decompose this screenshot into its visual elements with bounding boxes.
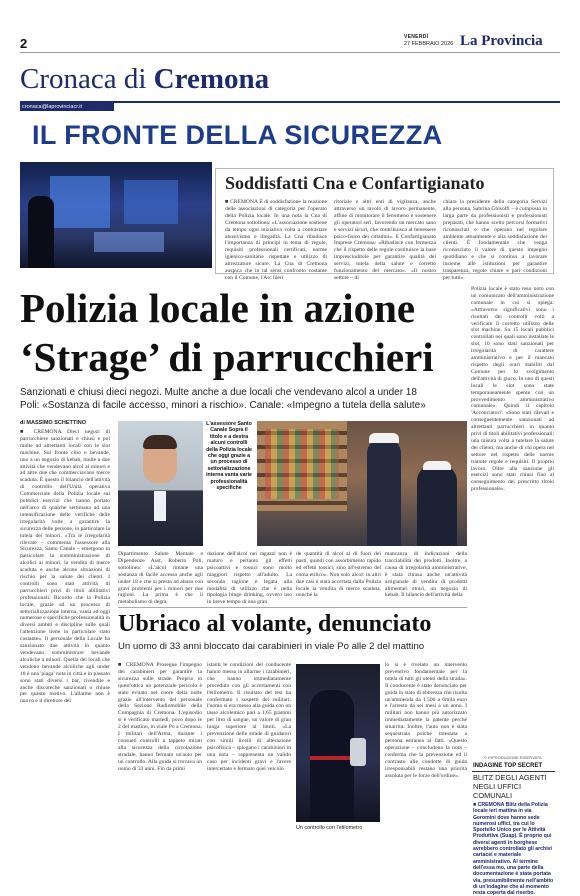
officer-silhouette [28, 196, 54, 268]
portrait-shirt [154, 491, 166, 521]
box1-title: Soddisfatti Cna e Confartigianato [225, 173, 485, 193]
main-col-3: Dipartimento Salute Mentale e Dipendenze Asst, Roberto Poli, sottolinea: «L'alcol rimane una sostanza di facile accesso anche agli under 18 e che si presta ad abuso con gravi problemi per i minori per due ragioni. La prima è che il metabolismo di degra [118, 551, 203, 606]
story2-col-2: istanti le condizioni del conducente hanno messo in allarme i carabinieri, che hanno immediatamente proceduto con gli accertamenti con l'etilometro. Il risultato del test ha confermato i sospetti dei militari: l'uomo si era messo alla guida con un tasso alcolemico pari a 1,65 grammi per litro di sangue, un valore di gran lunga superiore ai limiti. «La prevenzione delle strade di guidatori con simili livelli di alterazione psicofisica – spiegano i carabinieri in una nota – rappresenta un valido caso per incidenti gravi e l'avere intercettato e fermato quel veicolo [207, 662, 291, 772]
story2-rule [118, 607, 467, 608]
officer-1-cap [369, 433, 399, 443]
shop-inspection-photo [257, 421, 467, 546]
top-photo [20, 162, 212, 268]
main-col-5: de quantità di alcol al di fuori dei pasti, quindi con assorbimento rapido ed effetti tossici, sino all'estremo del coma etilico». Non solo alcol: in altri due casi è stata accertata dalla Polizia locale la vendita di merce scaduta, nonché la [296, 551, 381, 599]
breathalyzer-device [350, 738, 366, 766]
slot-machine-light [50, 176, 110, 228]
main-copyright: © RIPRODUZIONE RISERVATA [484, 755, 542, 760]
header-rule [20, 52, 560, 53]
section-city: Cremona [153, 63, 270, 95]
officer-2 [417, 465, 457, 546]
story2-col-1: ■ CREMONA Prosegue l'impegno dei carabinieri per garantire la sicurezza sulle strade. Proprio in quest'ottica un potenziale pericolo è stato evitato nel cuore della notte grazie all'intervento del personale della Sezione Radiomobile della Compagnia di Cremona. L'episodio si è verificato martedì, poco dopo le 2 del mattino, in viale Po a Cremona. I militari dell'Arma, durante i consueti controlli a tappeto mirati alla sicurezza della circolazione stradale, hanno fermato un'auto per un controllo. Alla guida si trovava un uomo di 33 anni. Fin da primi [118, 662, 202, 772]
newspaper-logo: La Provincia [460, 33, 543, 49]
section-prefix: Cronaca di [20, 63, 147, 95]
photo-caption: L'assessore Santo Canale Sopra il titolo e a destra alcuni controlli della Polizia locale che oggi grazie a un processo di settorializzazione interna vanta varie professionalità specifiche [206, 421, 252, 492]
photo-caption-box [205, 421, 253, 547]
sidebar-label: INDAGINE TOP SECRET [473, 763, 543, 769]
sidebar-body: ■ CREMONA Blitz della Polizia locale ieri mattina in via Geromini dove hanno sede numerosi uffici, tra cui lo Sportello Unico per le Attività Produttive (Suap). È proprio qui diversi agenti in borghese avrebbero controllato gli archivi cartacei e materiale amministrativo. Al termine dell'essa mo, una parte della documentazione è stata portata via, presumibilmente nell'ambito di un'indagine che al momento resta coperta dal riserbo. [473, 802, 554, 896]
portrait-hair [143, 435, 177, 449]
date-line-1: VENERDÌ [404, 34, 429, 40]
kicker: IL FRONTE DELLA SICUREZZA [32, 120, 443, 150]
story2-col-3: lo si è rivelato un intervento preventivo fondamentale per la tutela di tutti gli utenti della strada». Il conducente è stato denunciato per guida in stato di ebbrezza che risulta un'ammenda da 1.500 a 6mila euro e l'arresto da sei mesi a un anno. I militari non hanno più autorizzato immediatamente la patente perché smarrita. Inoltre, l'auto non è stata sequestrata poiché intestata a persona estranea ai fatti. «Questo operazione – concludono la nota – conferma che la prevenzione ed il contrasto alle condotte di guida irresponsabili restano una priorità assoluta per le forze dell'ordine». [385, 662, 467, 779]
officer-1 [367, 439, 401, 546]
section-email: cronaca@laprovinciacr.it [22, 103, 82, 110]
breathalyzer-photo [296, 664, 380, 822]
main-right-column: Polizia locale è stato reso noto con un comunicato dell'amministrazione comunale in cui si spiega: «Attraverso significativi sono i risultati dei controlli volti a verificare il corretto utilizzo delle slot machine. Su 15 locali pubblici controllati nei quali sono installate le slot, 10 sono stati sanzionati per irregolarità di carattere amministrativo e per il mancato rispetto degli orari stabiliti dal Comune per lo svolgimento dell'attività di gioco. In uno di questi locali le slot sono state temporaneamente spente con un provvedimento amministrativo comunale». Quindi il capitolo 'Acconciatori': «Sono stati rilevati e conseguentemente sanzionati ad altrettanti parrucchieri in quanto privi di titoli abilitativi professionali: una misura volta a tutelare la salute dei clienti, ma anche di chi opera nel settore nel rispetto delle norme tramite regole e requisiti. Il proprio lavoro. Oltre alla sanzione gli esercizi sono stati chiusi fino al conseguimento dei prescritto titolo professionale». [471, 286, 554, 493]
page-number: 2 [20, 36, 28, 51]
main-headline-line-2: ‘Strage’ di parrucchieri [20, 334, 434, 380]
main-col-1: ■ CREMONA Dieci negozi di parrucchiere sanzionati e chiusi e poi multe ad altrettanti locali con le slot machine. Sul fronte cibo e bevande, uno a un negozio di kebab, multe a due attività che vendevano alcol ai minori e ad altre due che commerciavano merce scaduta. È questo il bilancio dell'attività di controllo dell'Unità operativa Commerciale della Polizia locale sui pubblici esercizi che hanno portato nell'arco di qualche settimana ad una intensificazione delle verifiche delle irregolarità volte a garantire la sicurezza delle persone, in particolare la tutela dei minori. «Tra le irregolarità rilevate – commenta l'assessore alla Sicurezza, Santo Canale – emergono in particolare la somministrazione di alcolici ai minori, la vendita di merce scaduta e anche alcune situazioni di rischio per la salute dei clienti. I controlli sono stati attività di parrucchieri privi di titoli abilitativi professionali. Ricordo che la Polizia locale, grazie ad un processo di settorializzazione interna, vanta ad oggi numerose e specifiche professionalità in diversi ambiti e discipline sulle quali l'attenzione tiene in particolare stato costante». Il personale della Locale ha sanzionato due attività in quanto vendevano somministrare bevande alcoliche a minori. Quella dei locali che vendono bevande alcoliche agli under 18 è una 'piaga' nota in città e in passato sono stati diversi i bar, rivendite e anche discoteche sanzionati o chiuse per questo motivo. L'allarme non è nuovo e il direttore del [20, 429, 110, 705]
story2-headline: Ubriaco al volante, denunciato [118, 611, 432, 637]
main-col-6: mancanza di indicazioni della tracciabilità dei prodotti. Inoltre, a causa di irregolarità amministrative, è stata chiusa anche un'attività artigianale di vendita di prodotti alimentari etnici, un negozio di kebab. Il bilancio dell'attività della [385, 551, 467, 599]
date-line-2: 27 FEBBRAIO 2026 [404, 41, 454, 47]
box1-col-1: ■ CREMONA È di soddisfazione la reazione delle associazioni di categoria per l'operato della Polizia locale. In una nota la Cna di Cremona sottolinea: «L'associazione sostiene da tempo ogni iniziativa volta a contrastare abusivismo e illegalità. La Cna ribadisce l'importanza di principi in tema di regole, requisiti professionali certificati, norme igienico-sanitarie rispettate e utilizzo di attrezzature sicure. La Cna di Cremona auspica che in tal sensi confronto costante con il Comune, l'Arc hieri [225, 199, 327, 281]
slot-machine-light-2 [124, 180, 178, 224]
sidebar-label-rule [472, 771, 555, 772]
section-title [20, 62, 269, 96]
sidebar-title: BLITZ DEGLI AGENTI NEGLI UFFICI COMUNALI [473, 773, 547, 800]
story2-photo-caption: Un controllo con l'etilometro [296, 825, 363, 831]
main-col-4: dazione dell'alcol nei ragazzi non è maturo e pertanto gli effetti psicoattivi e tossici sono molto maggiori rispetto all'adulto. La seconda ragione è legata alla modalità di utilizzo che è nella tipologia binge drinking, ovvero uso in breve tempo di una gran [207, 551, 292, 606]
main-subheadline-1: Sanzionati e chiusi dieci negozi. Multe anche a due locali che vendevano alcol a under 18 [20, 387, 417, 398]
main-headline-line-1: Polizia locale in azione [20, 285, 416, 331]
main-subheadline-2: Poli: «Sostanza di facile accesso, minori a rischio». Canale: «Impegno a tutela della salute» [20, 400, 426, 411]
screen-glow [94, 232, 164, 252]
box1-col-2: ritoriale e altri enti di vigilanza, anche attraverso un tavolo di lavoro permanente, affine di monitorare il fenomeno e sostenere gli operatori seri, favorendo un mercato sano e servizi sicuri, che contribuisca al benessere psico-fisico dei cittadini». E Confartigianato Imprese Cremona: «Ribadisce con fermezza che il rispetto delle regole costituisce la base imprescindibile per garantire qualità dei servizi, tutela della salute e corretto funzionamento del mercato». «Il nostro settore – di [334, 199, 436, 281]
main-byline: di MASSIMO SCHETTINO [20, 420, 86, 426]
story2-subheadline: Un uomo di 33 anni bloccato dai carabinieri in viale Po alle 2 del mattino [118, 641, 425, 652]
shop-products [265, 429, 339, 499]
officer-2-cap [423, 461, 451, 470]
uniform-stripe [310, 756, 354, 760]
assessore-portrait [118, 421, 203, 546]
box1-col-3: chiara la presidente della categoria Servizi alla persona, Sabrina Ghisolfi – è composto in larga parte da professionisti e professionisti preparati, che hanno scelto percorsi formativi riconosciuti e che operano nel regolare ambiente attualmente e alla soddisfazione dei clienti. È fondamentale che venga riconosciuto il valore di questo impegno quotidiano e che si continui a lavorare insieme alle istituzioni per garantire trasparenza, regole chiare e pari condizioni per tutti». [443, 199, 547, 281]
